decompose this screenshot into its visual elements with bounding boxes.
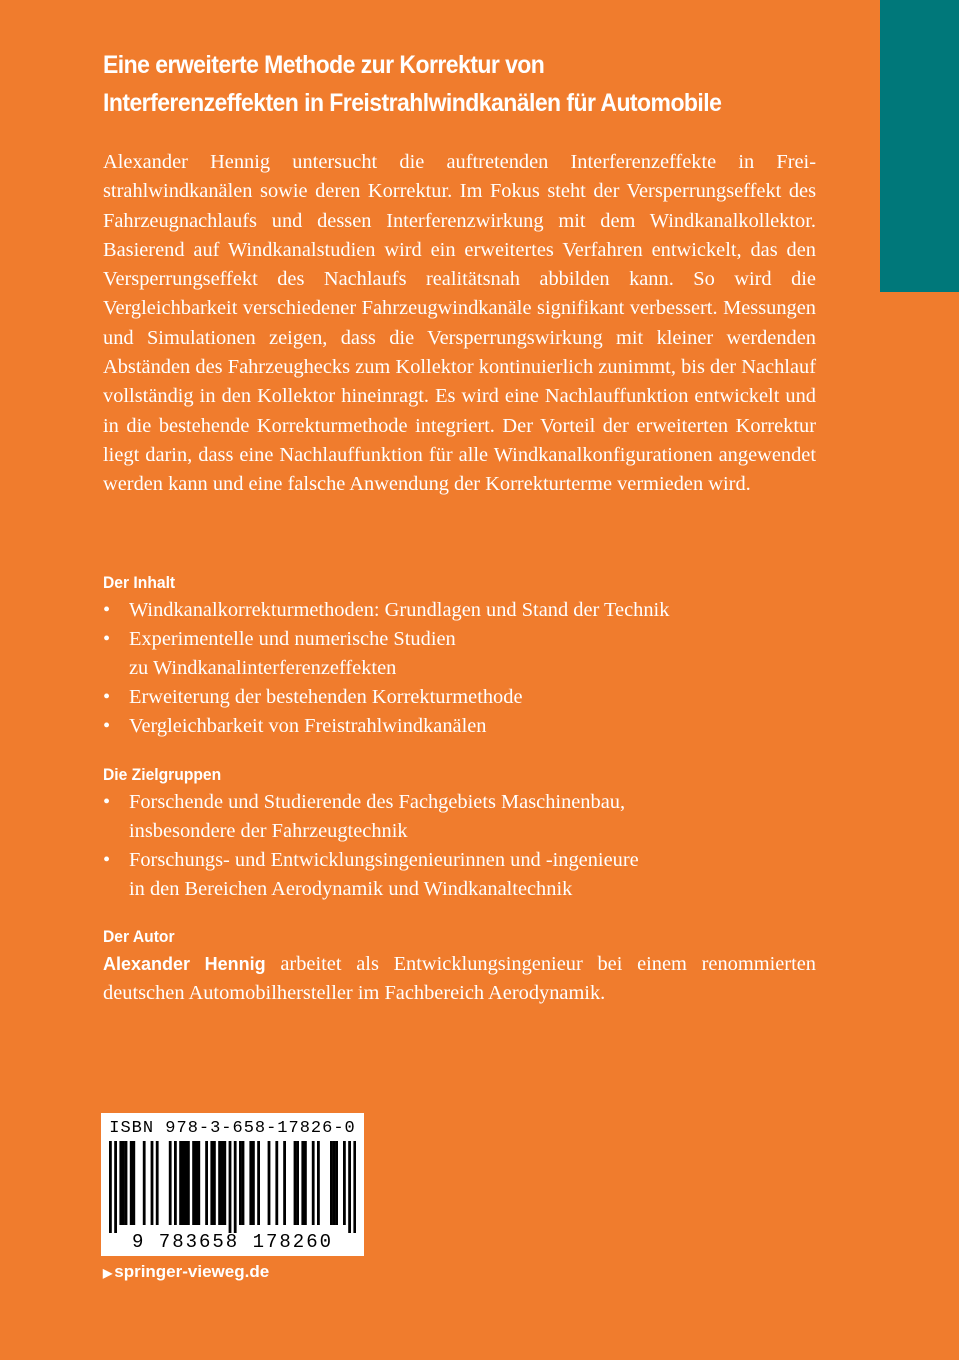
publisher-website[interactable] xyxy=(103,1262,269,1282)
contents-section xyxy=(103,572,863,741)
list-item: • Forschungs- und Entwicklungsingenieurinnen und -ingenieure in den Bereichen Aerodynamik und Windkanaltechnik xyxy=(103,846,863,904)
list-item: • Forschende und Studierende des Fachgebiets Maschinenbau, insbesondere der Fahrzeugtechnik xyxy=(103,788,863,846)
barcode-bar xyxy=(197,1141,200,1225)
barcode-bar xyxy=(130,1141,133,1225)
barcode-bar xyxy=(312,1141,315,1225)
barcode-bar xyxy=(205,1141,208,1225)
barcode-bar xyxy=(184,1141,187,1225)
barcode-bar xyxy=(221,1141,224,1225)
author-name: Alexander Hennig xyxy=(103,954,266,974)
bullet: • xyxy=(103,686,111,708)
barcode-bar xyxy=(218,1141,221,1225)
barcode-bar xyxy=(119,1141,122,1225)
author-heading: Der Autor xyxy=(103,927,175,946)
barcode-bar xyxy=(249,1141,252,1225)
barcode-bar xyxy=(234,1141,237,1233)
barcode-bar xyxy=(353,1141,356,1233)
barcode-bar xyxy=(151,1141,154,1225)
barcode-bar xyxy=(122,1141,125,1225)
list-item: • Experimentelle und numerische Studien zu Windkanalinterferenzeffekten xyxy=(103,625,863,683)
audience-list xyxy=(103,788,863,904)
bullet: • xyxy=(103,849,111,871)
book-title xyxy=(103,46,802,122)
barcode-bar xyxy=(268,1141,271,1225)
barcode-bar xyxy=(252,1141,255,1225)
barcode-bar xyxy=(257,1141,260,1225)
audience-heading: Die Zielgruppen xyxy=(103,765,222,784)
title-line: Eine erweiterte Methode zur Korrektur von xyxy=(103,51,545,79)
barcode-bar xyxy=(156,1141,159,1225)
book-description: Alexander Hennig untersucht die auftretenden Interferenzeffekte in Freistrahlwindkanälen sowie deren Korrektur. Im Fokus steht der Versperrungseffekt des Fahrzeugnachlaufs und dessen Interferenzwirkung mit dem Windkanalkollektor. Basierend auf Windkanalstudien wird ein erweitertes Verfahren entwickelt, das den Versperrungseffekt des Nachlaufs realitätsnah abbilden kann. So wird die Vergleichbarkeit verschiedener Fahrzeugwindkanäle signifikant verbessert. Messungen und Simulationen zeigen, dass die Versperrungswirkung mit kleiner werdenden Abständen des Fahrzeughecks zum Kollektor kontinuierlich zunimmt, bis der Nachlauf vollständig in den Kollektor hineinragt. Es wird eine Nachlauffunktion entwickelt und in die bestehende Korrekturmethode integriert. Der Vorteil der erweiterten Korrektur liegt darin, dass eine Nachlauffunktion für alle Windkanalkonfigurationen angewendet werden kann und eine falsche Anwendung der Korrekturterme vermieden wird. xyxy=(103,151,816,496)
barcode-bar xyxy=(333,1141,336,1225)
barcode-bar xyxy=(343,1141,346,1225)
website-url: springer-vieweg.de xyxy=(114,1262,270,1281)
barcode-bar xyxy=(213,1141,216,1225)
barcode-bar xyxy=(125,1141,128,1225)
barcode-bar xyxy=(195,1141,198,1225)
barcode-bar xyxy=(335,1141,338,1225)
isbn-label: ISBN 978-3-658-17826-0 xyxy=(109,1119,356,1138)
barcode-digits: 9 783658 178260 xyxy=(131,1231,334,1253)
author-bio-text: arbeitet als Entwicklungsingenieur bei einem renommierten deutschen Automobilhersteller im Fachbereich Aerodynamik. xyxy=(103,953,816,1004)
barcode-bar xyxy=(348,1141,351,1233)
barcode-bar xyxy=(229,1141,232,1233)
bullet: • xyxy=(103,715,111,737)
barcode-bar xyxy=(143,1141,146,1225)
barcode-bar xyxy=(239,1141,242,1225)
isbn-barcode xyxy=(101,1113,364,1256)
barcode-bar xyxy=(187,1141,190,1225)
bullet: • xyxy=(103,599,111,621)
barcode-bar xyxy=(275,1141,278,1225)
barcode-bar xyxy=(294,1141,297,1225)
accent-bar xyxy=(880,0,959,292)
author-section xyxy=(103,926,863,1008)
barcode-bar xyxy=(169,1141,172,1225)
barcode-bar xyxy=(179,1141,182,1225)
contents-list xyxy=(103,596,863,741)
list-item: • Erweiterung der bestehenden Korrekturmethode xyxy=(103,683,863,712)
barcode-bar xyxy=(114,1141,117,1233)
barcode-bar xyxy=(317,1141,320,1225)
barcode-bar xyxy=(301,1141,304,1225)
barcode-bar xyxy=(283,1141,286,1225)
audience-section xyxy=(103,764,863,904)
title-line: Interferenzeffekten in Freistrahlwindkanälen für Automobile xyxy=(103,89,722,117)
barcode-bar xyxy=(296,1141,299,1225)
bullet: • xyxy=(103,628,111,650)
barcode-bar xyxy=(304,1141,307,1225)
play-arrow-icon: ▶ xyxy=(103,1266,113,1280)
barcode-bars xyxy=(109,1141,356,1233)
barcode-bar xyxy=(330,1141,333,1225)
bullet: • xyxy=(103,791,111,813)
list-item: • Vergleichbarkeit von Freistrahlwindkanälen xyxy=(103,712,863,741)
contents-heading: Der Inhalt xyxy=(103,573,176,592)
barcode-bar xyxy=(223,1141,226,1225)
barcode-bar xyxy=(174,1141,177,1225)
author-bio xyxy=(103,950,816,1008)
barcode-bar xyxy=(242,1141,245,1225)
barcode-bar xyxy=(109,1141,112,1233)
barcode-bar xyxy=(182,1141,185,1225)
barcode-bar xyxy=(132,1141,135,1225)
barcode-bar xyxy=(192,1141,195,1225)
list-item: • Windkanalkorrekturmethoden: Grundlagen und Stand der Technik xyxy=(103,596,863,625)
barcode-bar xyxy=(210,1141,213,1225)
